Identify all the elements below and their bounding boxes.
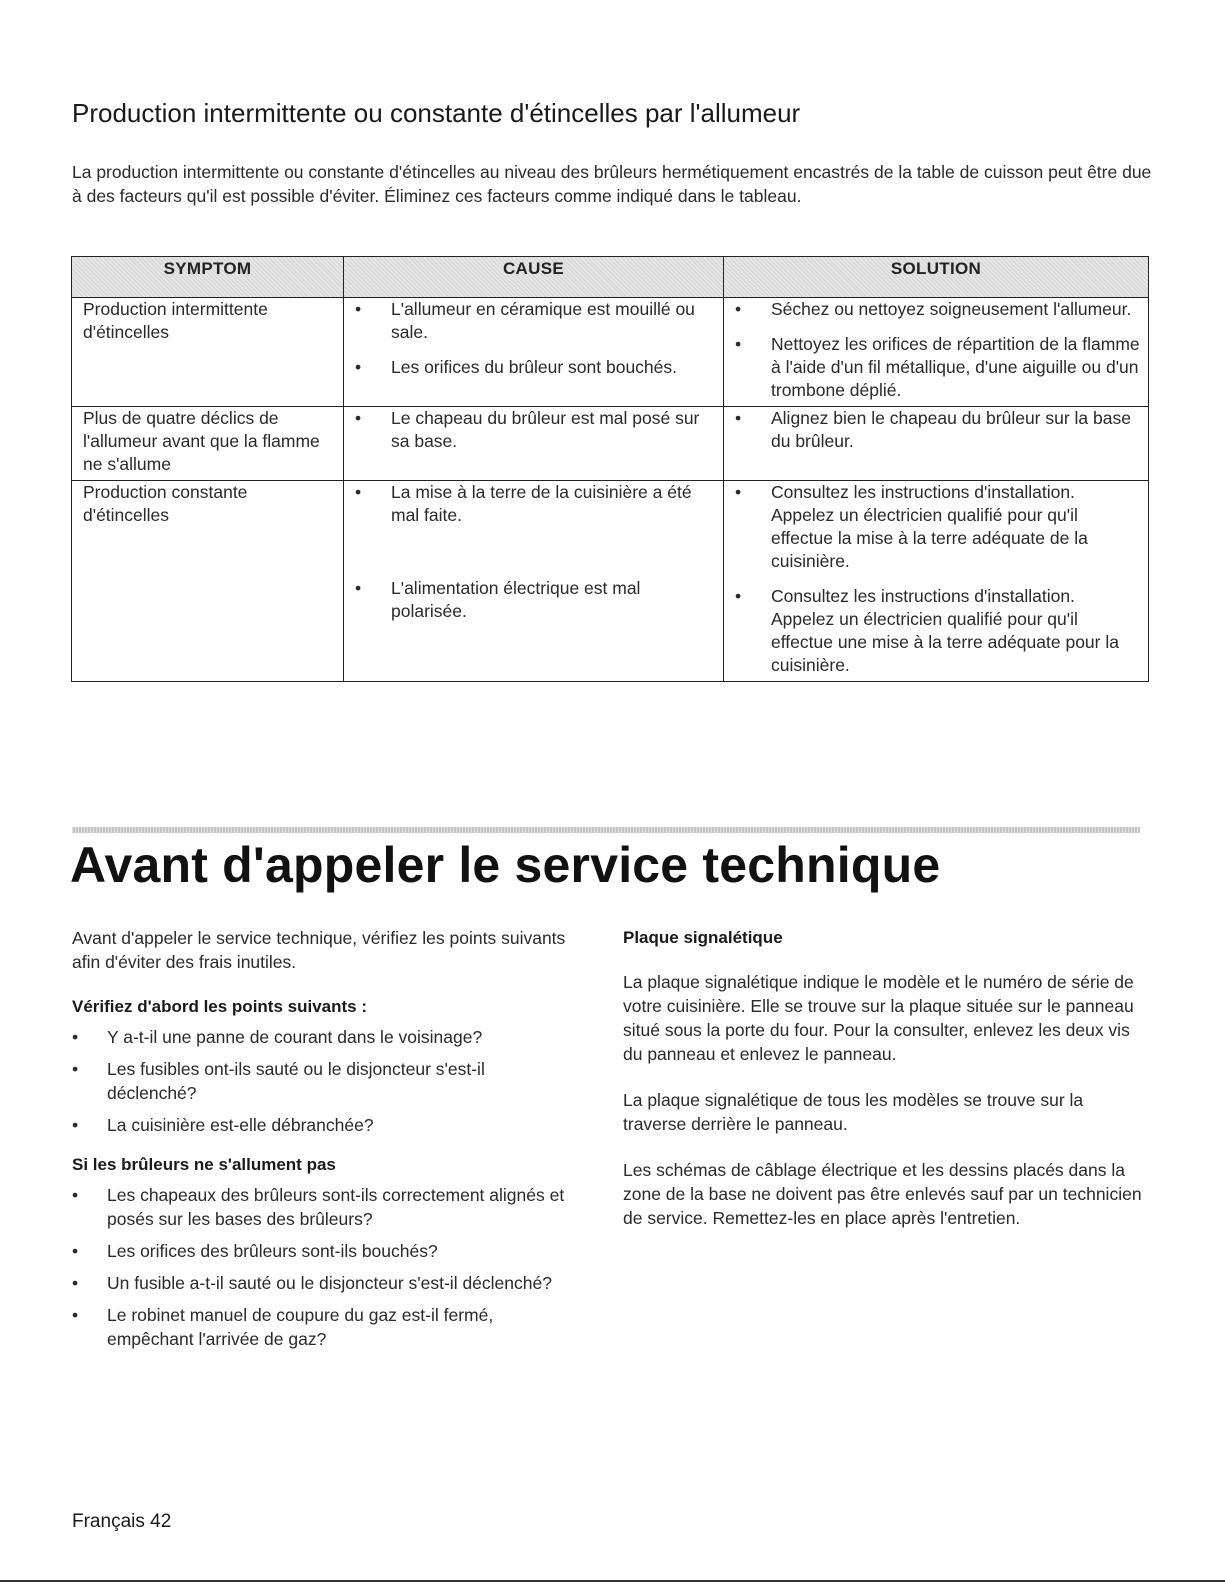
cause-item xyxy=(355,356,715,379)
solution-cell xyxy=(724,298,1149,407)
service-intro: Avant d'appeler le service technique, vérifiez les points suivants afin d'éviter des frais inutiles. xyxy=(72,928,566,972)
rating-plate-heading: Plaque signalétique xyxy=(623,928,783,947)
header-symptom: SYMPTOM xyxy=(72,257,344,298)
list-item-text: Y a-t-il une panne de courant dans le voisinage? xyxy=(107,1027,483,1047)
symptom-cell: Production intermittente d'étincelles xyxy=(72,298,344,407)
table-header-row xyxy=(72,257,1149,298)
bullet-icon: • xyxy=(72,1185,79,1205)
section-title: Production intermittente ou constante d'étincelles par l'allumeur xyxy=(72,98,801,128)
cause-item xyxy=(355,298,715,344)
bullet-icon: • xyxy=(72,1241,79,1261)
header-solution: SOLUTION xyxy=(724,257,1149,298)
cause-cell xyxy=(344,298,724,407)
bullet-icon: • xyxy=(355,578,362,598)
cause-item xyxy=(355,481,715,527)
bullet-icon: • xyxy=(735,334,742,354)
bullet-icon: • xyxy=(72,1059,79,1079)
solution-text: Alignez bien le chapeau du brûleur sur la base du brûleur. xyxy=(771,408,1131,451)
section-divider xyxy=(72,827,1140,833)
bullet-icon: • xyxy=(355,482,362,502)
solution-text: Consultez les instructions d'installation. Appelez un électricien qualifié pour qu'il effectue la mise à la terre adéquate de la cuisinière. xyxy=(771,482,1088,571)
solution-item xyxy=(735,481,1140,573)
cause-cell xyxy=(344,407,724,481)
rating-plate-paragraph: La plaque signalétique indique le modèle et le numéro de série de votre cuisinière. Elle se trouve sur la plaque située sur le panneau situé sous la porte du four. Pour la consulter, enlevez les deux vis du panneau et enlevez le panneau. xyxy=(623,972,1134,1064)
solution-cell xyxy=(724,481,1149,682)
solution-item xyxy=(735,298,1140,321)
bullet-icon: • xyxy=(735,586,742,606)
right-column xyxy=(623,926,1143,1230)
list-item-text: Les chapeaux des brûleurs sont-ils correctement alignés et posés sur les bases des brûleurs? xyxy=(107,1185,565,1229)
page-footer: Français 42 xyxy=(72,1511,172,1532)
solution-text: Séchez ou nettoyez soigneusement l'allumeur. xyxy=(771,299,1132,319)
list-item-text: Un fusible a-t-il sauté ou le disjoncteur s'est-il déclenché? xyxy=(107,1273,552,1293)
table-row xyxy=(72,481,1149,682)
bullet-icon: • xyxy=(735,299,742,319)
table-row xyxy=(72,298,1149,407)
bullet-icon: • xyxy=(735,408,742,428)
cause-text: L'alimentation électrique est mal polarisée. xyxy=(391,578,641,621)
symptom-cell: Production constante d'étincelles xyxy=(72,481,344,682)
burner-heading: Si les brûleurs ne s'allument pas xyxy=(72,1155,336,1174)
solution-text: Nettoyez les orifices de répartition de la flamme à l'aide d'un fil métallique, d'une aiguille ou d'un trombone déplié. xyxy=(771,334,1140,400)
bullet-icon: • xyxy=(72,1115,79,1135)
cause-text: Les orifices du brûleur sont bouchés. xyxy=(391,357,677,377)
bullet-icon: • xyxy=(72,1305,79,1325)
cause-cell xyxy=(344,481,724,682)
rating-plate-paragraph: La plaque signalétique de tous les modèles se trouve sur la traverse derrière le panneau. xyxy=(623,1090,1084,1134)
section-intro: La production intermittente ou constante d'étincelles au niveau des brûleurs hermétiquement encastrés de la table de cuisson peut être due à des facteurs qu'il est possible d'éviter. Éliminez ces facteurs comme indiqué dans le tableau. xyxy=(72,162,1152,206)
header-cause: CAUSE xyxy=(344,257,724,298)
symptom-cell: Plus de quatre déclics de l'allumeur avant que la flamme ne s'allume xyxy=(72,407,344,481)
list-item xyxy=(72,1239,572,1263)
checklist-heading: Vérifiez d'abord les points suivants : xyxy=(72,997,367,1016)
bottom-border xyxy=(0,1580,1225,1582)
list-item xyxy=(72,1025,572,1049)
table-row xyxy=(72,407,1149,481)
list-item xyxy=(72,1303,572,1351)
checklist-burners xyxy=(72,1183,572,1351)
bullet-icon: • xyxy=(72,1273,79,1293)
troubleshooting-table xyxy=(71,256,1149,682)
list-item-text: Les fusibles ont-ils sauté ou le disjoncteur s'est-il déclenché? xyxy=(107,1059,485,1103)
cause-text: La mise à la terre de la cuisinière a été mal faite. xyxy=(391,482,692,525)
cause-item xyxy=(355,407,715,453)
solution-text: Consultez les instructions d'installation. Appelez un électricien qualifié pour qu'il effectue une mise à la terre adéquate pour la cuisinière. xyxy=(771,586,1119,675)
solution-item xyxy=(735,407,1140,453)
service-title: Avant d'appeler le service technique xyxy=(70,837,941,893)
list-item xyxy=(72,1113,572,1137)
solution-item xyxy=(735,333,1140,402)
cause-text: L'allumeur en céramique est mouillé ou sale. xyxy=(391,299,695,342)
rating-plate-paragraph: Les schémas de câblage électrique et les dessins placés dans la zone de la base ne doivent pas être enlevés sauf par un technicien de service. Remettez-les en place après l'entretien. xyxy=(623,1160,1142,1228)
left-column xyxy=(72,926,572,1359)
cause-text: Le chapeau du brûleur est mal posé sur sa base. xyxy=(391,408,700,451)
list-item-text: La cuisinière est-elle débranchée? xyxy=(107,1115,374,1135)
cause-item xyxy=(355,577,715,623)
bullet-icon: • xyxy=(355,408,362,428)
bullet-icon: • xyxy=(735,482,742,502)
checklist-first xyxy=(72,1025,572,1137)
list-item-text: Le robinet manuel de coupure du gaz est-il fermé, empêchant l'arrivée de gaz? xyxy=(107,1305,494,1349)
bullet-icon: • xyxy=(72,1027,79,1047)
bullet-icon: • xyxy=(355,357,362,377)
solution-item xyxy=(735,585,1140,677)
bullet-icon: • xyxy=(355,299,362,319)
list-item xyxy=(72,1057,572,1105)
list-item xyxy=(72,1183,572,1231)
list-item xyxy=(72,1271,572,1295)
list-item-text: Les orifices des brûleurs sont-ils bouchés? xyxy=(107,1241,438,1261)
solution-cell xyxy=(724,407,1149,481)
